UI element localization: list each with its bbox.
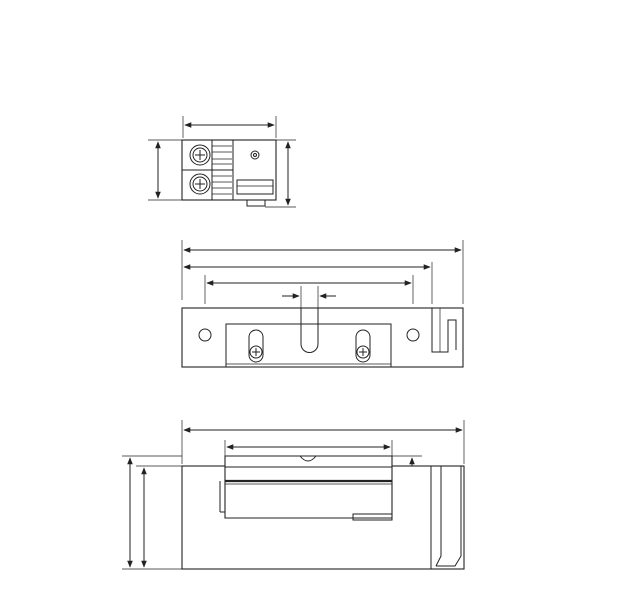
top-view [148,116,296,207]
side-view [122,420,464,569]
front-view [182,240,463,367]
